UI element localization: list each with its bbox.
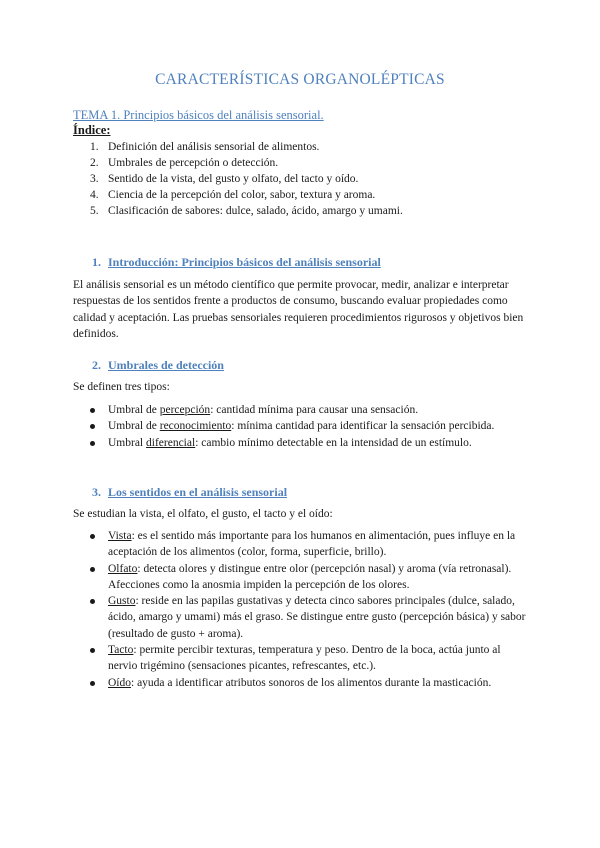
bullet-text: : ayuda a identificar atributos sonoros de los alimentos durante la masticación. — [131, 676, 492, 689]
document-title: CARACTERÍSTICAS ORGANOLÉPTICAS — [155, 71, 445, 88]
list-item — [90, 435, 530, 451]
bullet-text: : cantidad mínima para causar una sensación. — [210, 404, 419, 416]
table-of-contents — [90, 139, 403, 219]
toc-item-text: Sentido de la vista, del gusto y olfato, del tacto y oído. — [108, 173, 359, 185]
list-item — [90, 402, 530, 418]
bullet-icon — [90, 441, 95, 446]
section-title: Introducción: Principios básicos del análisis sensorial — [108, 255, 381, 269]
section-heading-1 — [92, 255, 381, 270]
bullet-icon — [90, 648, 95, 653]
section-number: 2. — [92, 358, 101, 372]
toc-item-text: Definición del análisis sensorial de alimentos. — [108, 141, 320, 153]
toc-item — [90, 203, 403, 219]
bullet-icon — [90, 408, 95, 413]
list-item — [90, 418, 530, 434]
bullet-icon — [90, 599, 95, 604]
section-heading-3 — [92, 485, 287, 500]
bullet-icon — [90, 567, 95, 572]
bullet-term: Oído — [108, 676, 131, 689]
bullet-term: reconocimiento — [159, 420, 232, 433]
bullet-term: Gusto — [108, 595, 136, 608]
toc-item — [90, 187, 403, 203]
bullet-icon — [90, 424, 95, 429]
toc-item-text: Ciencia de la percepción del color, sabor, textura y aroma. — [108, 189, 376, 201]
bullet-term: Tacto — [108, 644, 134, 657]
toc-item-number: 4. — [90, 189, 99, 201]
toc-item-text: Clasificación de sabores: dulce, salado, ácido, amargo y umami. — [108, 205, 403, 217]
bullet-prefix: Umbral de — [108, 420, 160, 433]
bullet-prefix: Umbral de — [108, 404, 160, 416]
bullet-text: : reside en las papilas gustativas y detecta cinco sabores principales (dulce, salado, ácido, amargo y umami) más el graso. Se distingue entre gusto (percepción básica) y sabor (resultado de gusto + aroma). — [108, 595, 526, 640]
section-heading-2 — [92, 358, 224, 373]
list-item — [90, 642, 530, 675]
toc-item — [90, 155, 403, 171]
threshold-list — [90, 402, 530, 451]
toc-item-number: 5. — [90, 205, 99, 217]
toc-item — [90, 171, 403, 187]
bullet-term: percepción — [159, 404, 211, 416]
senses-list — [90, 528, 530, 691]
bullet-text: : detecta olores y distingue entre olor (percepción nasal) y aroma (vía retronasal). Afecciones como la anosmia impiden la percepción de los olores. — [108, 562, 512, 591]
section-number: 1. — [92, 255, 101, 269]
section-intro: Se estudian la vista, el olfato, el gusto, el tacto y el oído: — [73, 508, 333, 520]
toc-item — [90, 139, 403, 155]
section-title: Los sentidos en el análisis sensorial — [108, 485, 288, 499]
toc-item-number: 2. — [90, 157, 99, 169]
bullet-prefix: Umbral — [108, 436, 147, 449]
bullet-text: : cambio mínimo detectable en la intensidad de un estímulo. — [195, 436, 472, 449]
bullet-term: diferencial — [146, 436, 196, 449]
bullet-term: Olfato — [108, 562, 138, 575]
bullet-icon — [90, 681, 95, 686]
list-item — [90, 675, 530, 691]
section-intro: Se definen tres tipos: — [73, 381, 170, 393]
toc-item-number: 1. — [90, 141, 99, 153]
topic-heading: TEMA 1. Principios básicos del análisis sensorial. — [73, 108, 324, 122]
list-item — [90, 561, 530, 594]
section-number: 3. — [92, 485, 101, 499]
bullet-text: : permite percibir texturas, temperatura y peso. Dentro de la boca, actúa junto al nervio trigémino (sensaciones picantes, refrescantes, etc.). — [108, 644, 501, 673]
bullet-term: Vista — [108, 530, 132, 542]
list-item — [90, 593, 530, 642]
bullet-icon — [90, 534, 95, 539]
bullet-text: : es el sentido más importante para los humanos en alimentación, pues influye en la aceptación de los alimentos (color, forma, superficie, brillo). — [108, 530, 516, 559]
toc-item-text: Umbrales de percepción o detección. — [108, 157, 279, 169]
intro-paragraph: El análisis sensorial es un método científico que permite provocar, medir, analizar e interpretar respuestas de los sentidos frente a productos de consumo, buscando evaluar propiedades como calidad y aceptación. Las pruebas sensoriales requieren procedimientos rigurosos y objetivos bien definidos. — [73, 279, 524, 340]
section-title: Umbrales de detección — [108, 358, 224, 372]
index-label: Índice: — [73, 123, 111, 137]
list-item — [90, 528, 530, 561]
bullet-text: : mínima cantidad para identificar la sensación percibida. — [231, 420, 495, 433]
toc-item-number: 3. — [90, 173, 99, 185]
